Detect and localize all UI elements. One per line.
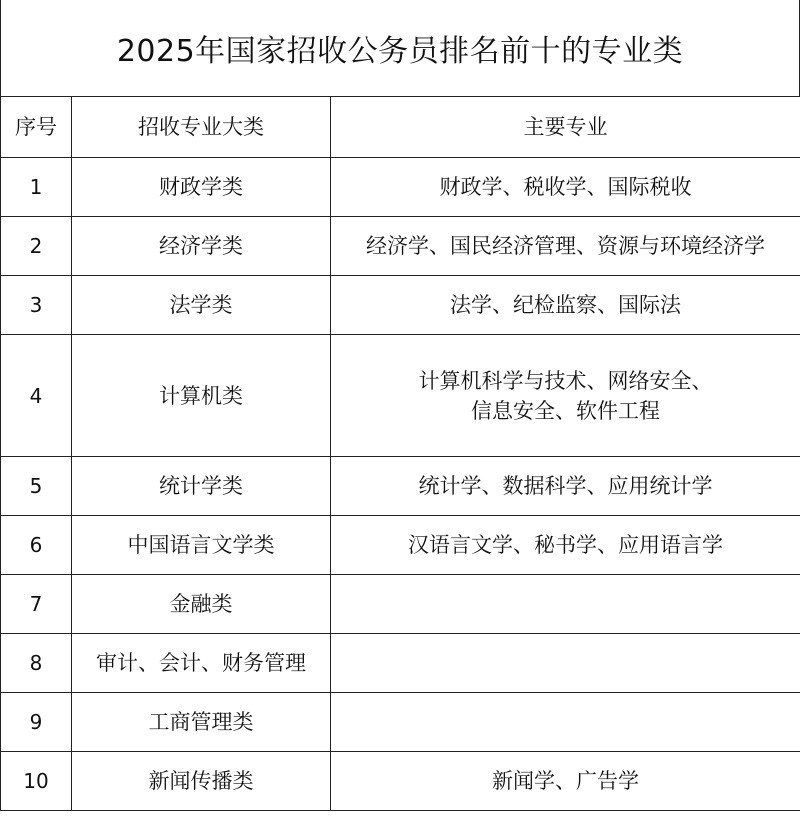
row-seq: 9 [1,693,72,752]
row-majors [331,634,800,693]
table-row [1,457,800,516]
row-seq: 8 [1,634,72,693]
row-category: 审计、会计、财务管理 [72,634,331,693]
row-category: 计算机类 [72,335,331,457]
row-majors: 新闻学、广告学 [331,752,800,811]
row-seq: 5 [1,457,72,516]
row-majors: 法学、纪检监察、国际法 [331,276,800,335]
table-row [1,158,800,217]
row-category: 金融类 [72,575,331,634]
row-majors: 经济学、国民经济管理、资源与环境经济学 [331,217,800,276]
row-seq: 10 [1,752,72,811]
row-category: 中国语言文学类 [72,516,331,575]
row-category: 财政学类 [72,158,331,217]
table-row [1,693,800,752]
table-row [1,276,800,335]
row-seq: 4 [1,335,72,457]
row-category: 工商管理类 [72,693,331,752]
table-header-row [1,97,800,158]
table-row [1,752,800,811]
row-seq: 1 [1,158,72,217]
row-majors: 汉语言文学、秘书学、应用语言学 [331,516,800,575]
row-seq: 7 [1,575,72,634]
document-title: 2025年国家招收公务员排名前十的专业类 [116,34,684,69]
table-row [1,335,800,457]
majors-table [0,96,800,811]
row-seq: 3 [1,276,72,335]
row-category: 法学类 [72,276,331,335]
row-majors: 财政学、税收学、国际税收 [331,158,800,217]
header-seq: 序号 [1,97,72,158]
row-seq: 2 [1,217,72,276]
row-category: 新闻传播类 [72,752,331,811]
row-majors [331,693,800,752]
row-majors: 统计学、数据科学、应用统计学 [331,457,800,516]
header-majors: 主要专业 [331,97,800,158]
row-category: 经济学类 [72,217,331,276]
table-row [1,516,800,575]
row-seq: 6 [1,516,72,575]
table-row [1,217,800,276]
title-bar [0,0,800,96]
row-category: 统计学类 [72,457,331,516]
row-majors [331,575,800,634]
table-row [1,634,800,693]
header-category: 招收专业大类 [72,97,331,158]
table-row [1,575,800,634]
row-majors: 计算机科学与技术、网络安全、 信息安全、软件工程 [331,335,800,457]
